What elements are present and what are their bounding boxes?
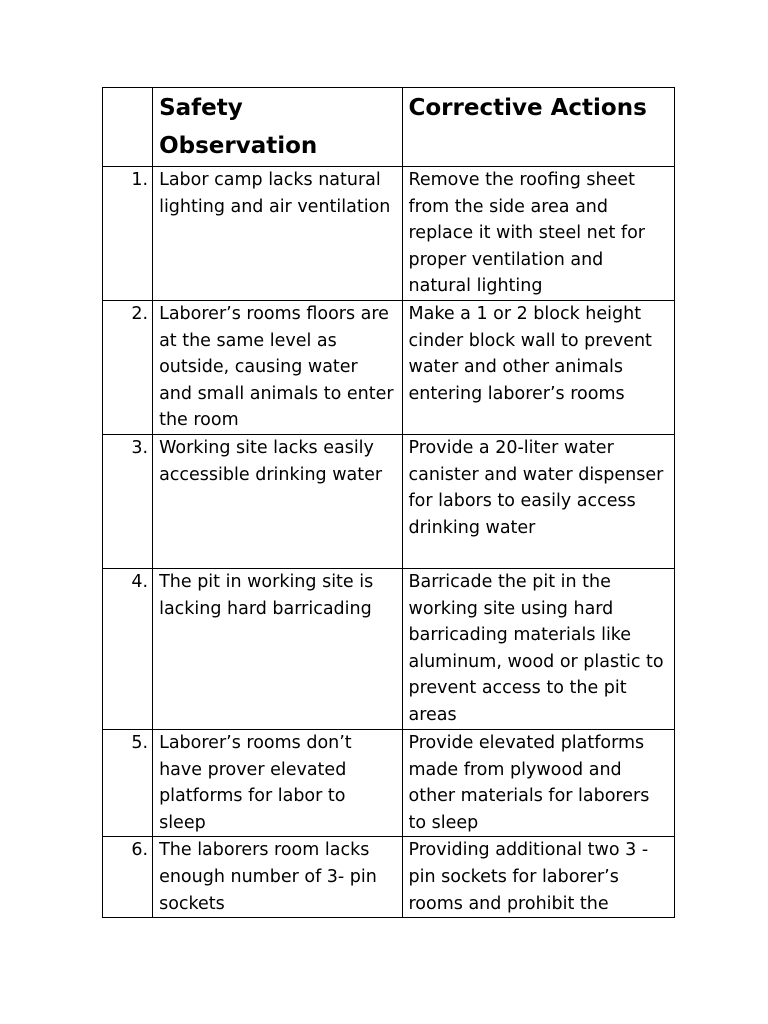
corrective-action-cell: Remove the roofing sheet from the side area and replace it with steel net for proper ventilation and natural lighting [402,167,675,301]
observation-cell: The laborers room lacks enough number of 3- pin sockets [153,837,402,918]
header-safety-observation: Safety Observation [153,88,402,167]
table-row [103,569,675,730]
corrective-action-cell: Barricade the pit in the working site using hard barricading materials like aluminum, wood or plastic to prevent access to the pit areas [402,569,675,730]
observation-cell: Labor camp lacks natural lighting and air ventilation [153,167,402,301]
observation-cell: The pit in working site is lacking hard barricading [153,569,402,730]
corrective-action-cell: Provide a 20-liter water canister and water dispenser for labors to easily access drinking water [402,435,675,569]
observation-cell: Laborer’s rooms floors are at the same level as outside, causing water and small animals to enter the room [153,301,402,435]
safety-observation-table [102,87,675,918]
header-number [103,88,153,167]
corrective-action-cell: Providing additional two 3 -pin sockets for laborer’s rooms and prohibit the [402,837,675,918]
observation-cell: Laborer’s rooms don’t have prover elevated platforms for labor to sleep [153,730,402,837]
row-number: 5. [103,730,153,837]
table-row [103,730,675,837]
table-row [103,837,675,918]
row-number: 4. [103,569,153,730]
table-row [103,301,675,435]
row-number: 1. [103,167,153,301]
table-header-row [103,88,675,167]
corrective-action-cell: Provide elevated platforms made from plywood and other materials for laborers to sleep [402,730,675,837]
row-number: 3. [103,435,153,569]
table-row [103,167,675,301]
table-row [103,435,675,569]
row-number: 6. [103,837,153,918]
row-number: 2. [103,301,153,435]
header-corrective-actions: Corrective Actions [402,88,675,167]
corrective-action-cell: Make a 1 or 2 block height cinder block wall to prevent water and other animals entering laborer’s rooms [402,301,675,435]
observation-cell: Working site lacks easily accessible drinking water [153,435,402,569]
